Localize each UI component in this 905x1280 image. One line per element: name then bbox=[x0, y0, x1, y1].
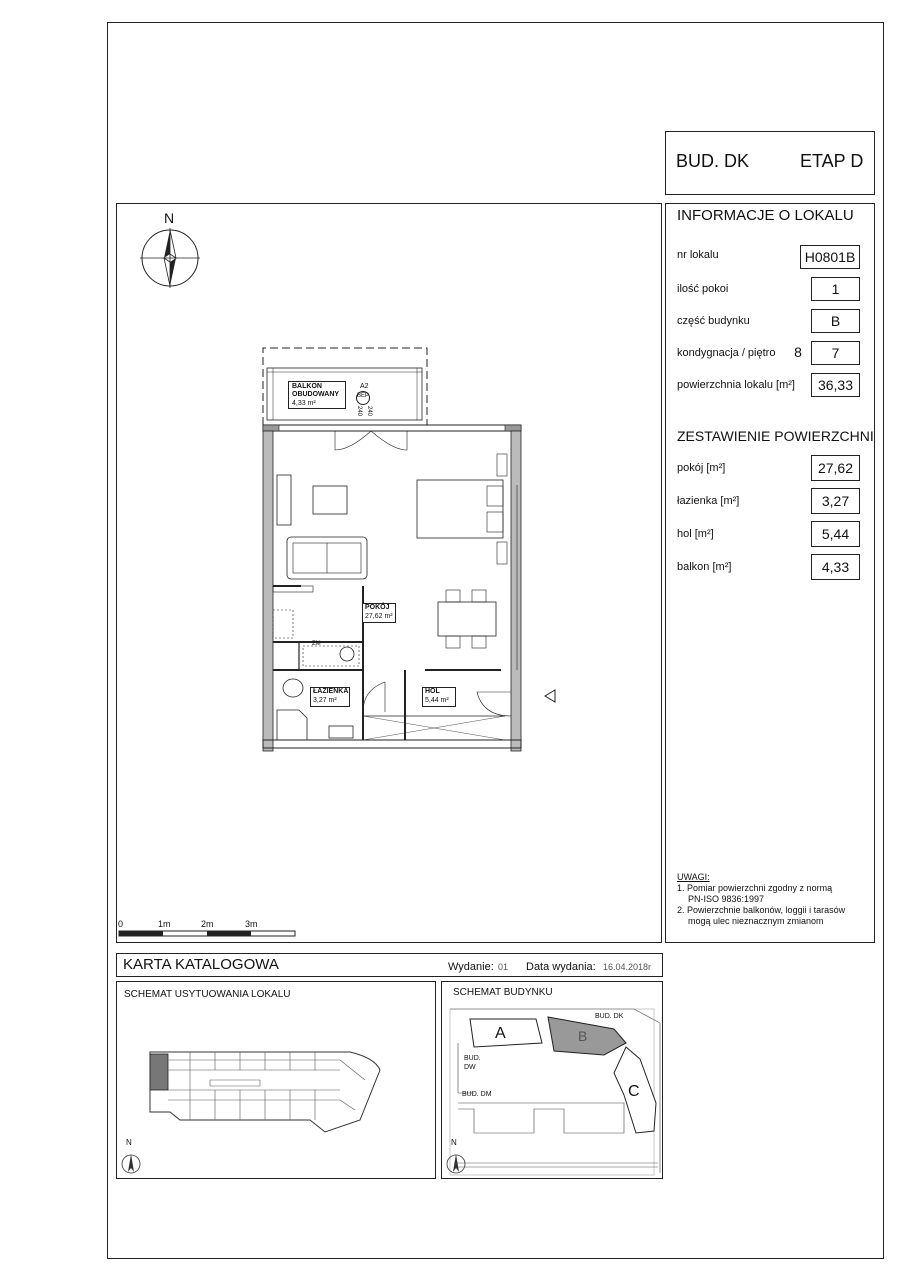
scale-label-2: 2m bbox=[201, 919, 214, 929]
edition-label: Wydanie: bbox=[448, 961, 494, 973]
info-value-level: 8 bbox=[794, 344, 802, 360]
info-value-part: B bbox=[811, 309, 860, 333]
bathroom-area: 3,27 m² bbox=[313, 697, 337, 704]
building-dw-label-2: DW bbox=[464, 1064, 476, 1071]
footer-title: KARTA KATALOGOWA bbox=[123, 956, 279, 973]
notes-line-1: 1. Pomiar powierzchni zgodny z normą bbox=[677, 883, 833, 893]
balcony-label-line1: BALKON bbox=[292, 383, 322, 390]
info-label-area: powierzchnia lokalu [m²] bbox=[677, 379, 795, 391]
summary-label-hall: hol [m²] bbox=[677, 528, 714, 540]
info-label-unit: nr lokalu bbox=[677, 249, 719, 261]
mark-height-2: 240 bbox=[356, 405, 363, 417]
summary-label-room: pokój [m²] bbox=[677, 462, 726, 474]
scale-label-3: 3m bbox=[245, 919, 258, 929]
edition-value: 01 bbox=[498, 962, 509, 972]
notes-title: UWAGI: bbox=[677, 872, 710, 882]
scale-label-1: 1m bbox=[158, 919, 171, 929]
summary-label-balcony: balkon [m²] bbox=[677, 561, 732, 573]
notes-line-4: mogą ulec nieznacznym zmianom bbox=[688, 916, 824, 926]
summary-value-bath: 3,27 bbox=[811, 488, 860, 514]
info-value-unit: H0801B bbox=[800, 245, 860, 269]
notes-line-3: 2. Powierzchnie balkonów, loggii i tarasów bbox=[677, 905, 846, 915]
location-title: SCHEMAT USYTUOWANIA LOKALU bbox=[124, 989, 291, 1000]
date-value: 16.04.2018r bbox=[603, 962, 652, 972]
notes-line-2: PN-ISO 9836:1997 bbox=[688, 894, 765, 904]
building-north-icon bbox=[446, 1150, 466, 1174]
hall-area: 5,44 m² bbox=[425, 697, 449, 704]
mark-height-1: 240 bbox=[366, 405, 373, 417]
mark-bep: BEP bbox=[357, 393, 370, 399]
stage-label: ETAP D bbox=[800, 151, 864, 171]
info-label-floor: kondygnacja / piętro bbox=[677, 347, 776, 359]
summary-label-bath: łazienka [m²] bbox=[677, 495, 740, 507]
info-value-area: 36,33 bbox=[811, 373, 860, 397]
building-label: BUD. DK bbox=[676, 151, 750, 171]
hall-label: HOL bbox=[425, 688, 440, 695]
scale-label-0: 0 bbox=[118, 919, 124, 929]
mark-a2: A2 bbox=[360, 383, 369, 390]
summary-title: ZESTAWIENIE POWIERZCHNI bbox=[677, 428, 874, 444]
north-arrow-icon bbox=[140, 228, 200, 288]
location-schematic bbox=[140, 1040, 390, 1135]
scale-bar bbox=[118, 930, 298, 940]
north-label: N bbox=[164, 210, 175, 226]
balcony-label-line2: OBUDOWANY bbox=[292, 391, 340, 398]
date-label: Data wydania: bbox=[526, 961, 596, 973]
room-area: 27,62 m² bbox=[365, 613, 393, 620]
building-dk-label: BUD. DK bbox=[595, 1013, 624, 1020]
summary-value-room: 27,62 bbox=[811, 455, 860, 481]
building-dm-label: BUD. DM bbox=[462, 1091, 492, 1098]
location-north-label: N bbox=[126, 1138, 132, 1147]
info-value-floor: 7 bbox=[811, 341, 860, 365]
mark-zm: ZM bbox=[312, 641, 321, 647]
summary-value-hall: 5,44 bbox=[811, 521, 860, 547]
info-title: INFORMACJE O LOKALU bbox=[677, 207, 854, 224]
info-label-part: część budynku bbox=[677, 315, 750, 327]
balcony-area: 4,33 m² bbox=[292, 400, 316, 407]
building-a-label: A bbox=[495, 1025, 506, 1042]
building-title: SCHEMAT BUDYNKU bbox=[453, 987, 553, 998]
info-value-rooms: 1 bbox=[811, 277, 860, 301]
summary-value-balcony: 4,33 bbox=[811, 554, 860, 580]
bathroom-label: ŁAZIENKA bbox=[313, 688, 349, 695]
building-b-label: B bbox=[578, 1028, 588, 1044]
location-north-icon bbox=[121, 1150, 141, 1174]
building-c-label: C bbox=[628, 1083, 640, 1100]
info-label-rooms: ilość pokoi bbox=[677, 283, 729, 295]
building-dw-label-1: BUD. bbox=[464, 1055, 481, 1062]
room-label: POKÓJ bbox=[365, 604, 390, 611]
building-north-label: N bbox=[451, 1138, 457, 1147]
